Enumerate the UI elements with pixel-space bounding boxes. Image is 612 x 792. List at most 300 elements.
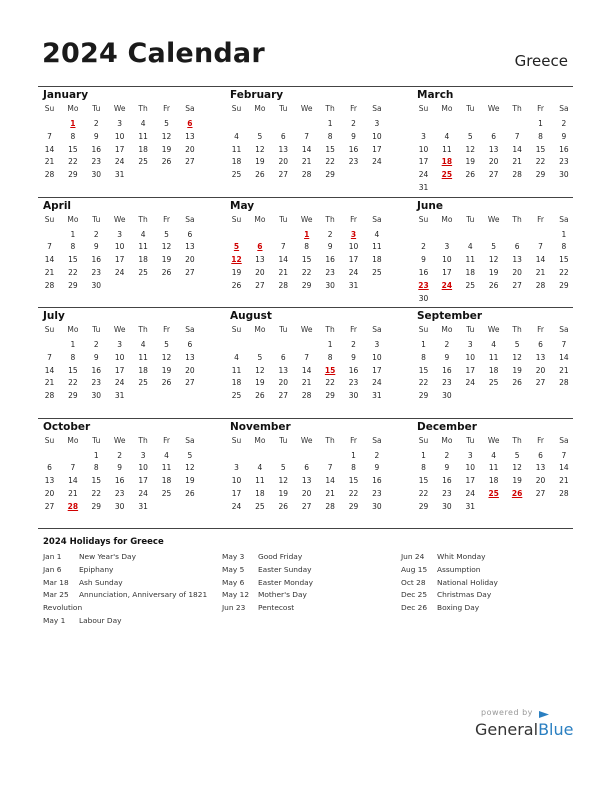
calendar-date: 22: [68, 157, 78, 167]
calendar-date: 6: [280, 131, 286, 141]
weekday-label: We: [113, 325, 126, 334]
weekday-label: Su: [231, 435, 242, 445]
weekday-label: Su: [44, 435, 55, 445]
weekday-label: We: [487, 325, 500, 334]
calendar-date: 9: [561, 131, 567, 141]
weekday-label: Mo: [441, 214, 453, 224]
calendar-date: 9: [444, 352, 450, 362]
calendar-date: 17: [138, 476, 148, 486]
calendar-date: 28: [559, 378, 569, 388]
calendar-date: 18: [161, 476, 172, 486]
calendar-date: 6: [280, 352, 286, 362]
calendar-date: 5: [164, 340, 169, 349]
calendar-date: 29: [325, 170, 335, 180]
month-name: February: [230, 89, 284, 101]
weekday-label: Mo: [441, 435, 453, 445]
calendar-date: 29: [68, 280, 78, 290]
weekday-label: Fr: [350, 435, 357, 445]
holiday-name: Easter Monday: [258, 577, 314, 587]
calendar-date: 18: [372, 255, 382, 265]
page-title: 2024 Calendar: [42, 38, 265, 69]
calendar-date: 11: [442, 144, 452, 154]
calendar-date: 21: [44, 267, 55, 277]
calendar-date: 11: [488, 352, 499, 362]
calendar-date: 22: [325, 157, 335, 167]
weekday-label: We: [300, 435, 313, 445]
month-name: October: [43, 420, 91, 433]
holiday-name: Assumption: [437, 564, 481, 574]
calendar-date: 23: [325, 267, 335, 277]
calendar-date: 27: [488, 170, 499, 180]
calendar-date: 26: [161, 267, 172, 277]
weekday-label: We: [300, 104, 313, 113]
calendar-date: 30: [91, 280, 102, 290]
calendar-date: 16: [442, 365, 452, 375]
calendar-date: 20: [278, 378, 289, 388]
brand-name: [475, 720, 573, 739]
calendar-date: 21: [559, 476, 569, 486]
weekday-label: Tu: [279, 435, 288, 445]
calendar-date: 23: [114, 488, 125, 498]
calendar-date: 16: [372, 476, 382, 486]
calendar-date: 10: [465, 463, 476, 473]
calendar-date: 23: [372, 488, 382, 498]
calendar-date: 3: [374, 340, 380, 349]
calendar-date: 28: [559, 488, 569, 498]
calendar-date: 8: [70, 131, 76, 141]
weekday-label: Th: [325, 214, 335, 224]
calendar-date: 29: [348, 501, 359, 511]
calendar-date: 24: [138, 488, 148, 498]
calendar-date: 19: [512, 365, 522, 375]
calendar-date: 18: [138, 365, 148, 375]
calendar-date: 16: [114, 476, 125, 486]
calendar-date: 9: [351, 352, 356, 362]
weekday-label: Tu: [279, 325, 288, 334]
weekday-label: We: [487, 214, 500, 224]
calendar-date: 10: [231, 476, 242, 486]
holiday-date-label: Mar 25: [43, 590, 69, 600]
calendar-date: 1: [327, 340, 333, 349]
calendar-date: 26: [231, 280, 242, 290]
weekday-label: Mo: [67, 325, 79, 334]
calendar-date: 10: [372, 352, 382, 362]
holiday-date: 1: [70, 119, 76, 128]
calendar-date: 3: [444, 242, 450, 252]
calendar-date: 15: [91, 476, 102, 486]
holiday-date-label: May 6: [222, 577, 245, 587]
calendar-date: 29: [68, 391, 78, 401]
weekday-label: Tu: [279, 214, 288, 224]
calendar-date: 25: [138, 267, 148, 277]
calendar-date: 4: [491, 450, 497, 460]
calendar-date: 8: [93, 463, 99, 473]
calendar-date: 28: [535, 280, 546, 290]
calendar-date: 15: [418, 365, 429, 375]
calendar-date: 18: [488, 476, 499, 486]
calendar-date: 7: [70, 463, 76, 473]
holiday-date-label: May 1: [43, 615, 66, 625]
calendar-date: 12: [278, 476, 289, 486]
calendar-date: 18: [138, 144, 148, 154]
holiday-date-label: Jun 24: [401, 552, 425, 561]
calendar-date: 17: [231, 488, 242, 498]
calendar-date: 20: [185, 144, 195, 154]
calendar-date: 13: [255, 255, 265, 265]
calendar-date: 6: [491, 131, 497, 141]
calendar-date: 14: [325, 476, 335, 486]
calendar-date: 21: [301, 157, 312, 167]
calendar-date: 8: [327, 131, 333, 141]
holiday-date: 24: [441, 280, 453, 290]
holiday-name: Pentecost: [258, 603, 295, 613]
calendar-date: 13: [488, 144, 499, 154]
weekday-label: We: [113, 435, 126, 445]
holiday-name: Christmas Day: [437, 590, 492, 600]
month-name: April: [43, 199, 72, 212]
calendar-date: 3: [117, 340, 123, 349]
calendar-date: 19: [255, 157, 265, 167]
calendar-date: 25: [138, 378, 148, 388]
calendar-date: 2: [561, 119, 567, 128]
calendar-date: 9: [93, 242, 99, 252]
calendar-date: 3: [421, 131, 426, 141]
calendar-date: 19: [255, 378, 265, 388]
weekday-label: We: [487, 435, 500, 445]
calendar-date: 30: [559, 170, 569, 180]
calendar-date: 29: [68, 170, 78, 180]
calendar-date: 4: [467, 242, 473, 252]
calendar-date: 2: [351, 119, 356, 128]
calendar-date: 27: [255, 280, 265, 290]
calendar-date: 30: [325, 280, 335, 290]
weekday-label: Sa: [185, 104, 195, 113]
calendar-date: 14: [535, 255, 546, 265]
calendar-date: 1: [70, 340, 76, 349]
calendar-date: 13: [278, 144, 289, 154]
calendar-date: 11: [138, 131, 148, 141]
calendar-date: 2: [117, 450, 123, 460]
calendar-date: 26: [255, 391, 265, 401]
calendar-date: 17: [442, 267, 452, 277]
weekday-label: Sa: [185, 214, 195, 224]
weekday-label: Sa: [559, 214, 569, 224]
calendar-date: 22: [418, 488, 429, 498]
weekday-label: Su: [418, 325, 429, 334]
weekday-label: Th: [512, 325, 522, 334]
calendar-date: 15: [68, 255, 78, 265]
holiday-date-label: Dec 26: [401, 603, 428, 613]
calendar-date: 21: [535, 267, 546, 277]
weekday-label: Fr: [350, 104, 357, 113]
calendar-date: 11: [255, 476, 265, 486]
calendar-date: 23: [348, 157, 359, 167]
calendar-date: 14: [559, 463, 569, 473]
calendar-date: 17: [465, 365, 476, 375]
month-name: December: [417, 420, 477, 433]
calendar-date: 9: [327, 242, 333, 252]
calendar-date: 18: [231, 378, 242, 388]
weekday-label: We: [113, 214, 126, 224]
calendar-date: 17: [114, 365, 125, 375]
calendar-date: 28: [301, 170, 312, 180]
holiday-name: Epiphany: [79, 564, 114, 574]
calendar-date: 23: [348, 378, 359, 388]
calendar-date: 27: [44, 501, 55, 511]
calendar-date: 9: [421, 255, 426, 265]
calendar-date: 3: [467, 340, 473, 349]
calendar-date: 19: [231, 267, 242, 277]
calendar-date: 29: [301, 280, 312, 290]
calendar-date: 24: [114, 157, 125, 167]
holiday-date-label: Jan 6: [43, 564, 62, 574]
calendar-date: 20: [278, 157, 289, 167]
holiday-date-label: May 12: [222, 590, 250, 600]
calendar-date: 27: [185, 378, 195, 388]
calendar-date: 25: [465, 280, 476, 290]
calendar-date: 13: [535, 352, 546, 362]
calendar-date: 13: [301, 476, 312, 486]
calendar-date: 3: [140, 450, 146, 460]
calendar-date: 7: [280, 242, 286, 252]
weekday-label: Fr: [350, 214, 357, 224]
holiday-name: Labour Day: [79, 615, 122, 625]
calendar-date: 4: [234, 352, 239, 362]
calendar-date: 27: [185, 267, 195, 277]
calendar-date: 6: [538, 340, 543, 349]
weekday-label: Th: [138, 214, 148, 224]
calendar-date: 21: [325, 488, 335, 498]
calendar-date: 6: [187, 340, 193, 349]
holiday-name: National Holiday: [437, 577, 498, 587]
holiday-name: Mother's Day: [258, 590, 307, 600]
calendar-date: 21: [559, 365, 569, 375]
calendar-date: 8: [538, 131, 543, 141]
calendar-date: 28: [278, 280, 289, 290]
calendar-date: 24: [348, 267, 359, 277]
month-name: November: [230, 420, 291, 433]
weekday-label: Fr: [537, 325, 544, 334]
calendar-date: 8: [561, 242, 567, 252]
weekday-label: Sa: [372, 435, 382, 445]
weekday-label: Tu: [466, 214, 475, 224]
calendar-date: 30: [114, 501, 125, 511]
calendar-date: 10: [348, 242, 359, 252]
calendar-date: 8: [70, 242, 76, 252]
calendar-grid: [38, 86, 573, 529]
calendar-date: 18: [255, 488, 265, 498]
calendar-date: 4: [491, 340, 497, 349]
weekday-label: Sa: [185, 325, 195, 334]
calendar-date: 24: [418, 170, 429, 180]
weekday-label: Th: [138, 435, 148, 445]
calendar-date: 7: [47, 352, 52, 362]
calendar-date: 31: [418, 183, 429, 192]
calendar-date: 16: [91, 144, 102, 154]
calendar-date: 10: [114, 352, 125, 362]
calendar-date: 24: [372, 378, 382, 388]
calendar-date: 7: [561, 340, 567, 349]
weekday-label: Tu: [92, 104, 101, 113]
calendar-date: 2: [93, 340, 99, 349]
calendar-date: 2: [374, 450, 380, 460]
calendar-date: 2: [421, 242, 426, 252]
month-name: March: [417, 89, 454, 101]
calendar-date: 17: [372, 365, 382, 375]
holiday-date: 1: [304, 229, 310, 239]
calendar-date: 5: [467, 131, 473, 141]
calendar-date: 16: [91, 365, 102, 375]
weekday-label: Su: [44, 104, 55, 113]
calendar-date: 19: [488, 267, 499, 277]
calendar-date: 12: [255, 365, 265, 375]
calendar-date: 24: [465, 378, 476, 388]
calendar-date: 14: [512, 144, 522, 154]
calendar-date: 4: [257, 463, 263, 473]
month-name: January: [43, 89, 89, 101]
calendar-date: 3: [374, 119, 380, 128]
calendar-date: 16: [325, 255, 335, 265]
calendar-date: 5: [257, 131, 263, 141]
month-name: June: [417, 199, 443, 212]
calendar-date: 13: [185, 131, 195, 141]
weekday-label: Fr: [350, 325, 357, 334]
weekday-label: Th: [325, 435, 335, 445]
calendar-date: 17: [348, 255, 359, 265]
calendar-date: 28: [512, 170, 522, 180]
calendar-date: 2: [351, 340, 356, 349]
weekday-label: Su: [418, 214, 429, 224]
calendar-date: 30: [442, 501, 452, 511]
calendar-date: 13: [185, 242, 195, 252]
calendar-date: 23: [442, 378, 452, 388]
weekday-label: Th: [512, 435, 522, 445]
calendar-date: 15: [68, 365, 78, 375]
calendar-date: 13: [535, 463, 546, 473]
weekday-label: Fr: [163, 435, 170, 445]
calendar-date: 17: [114, 255, 125, 265]
calendar-date: 7: [327, 463, 333, 473]
calendar-date: 21: [301, 378, 312, 388]
calendar-date: 21: [512, 157, 522, 167]
calendar-date: 12: [161, 131, 172, 141]
weekday-label: Th: [512, 104, 522, 113]
calendar-date: 5: [280, 463, 286, 473]
calendar-date: 20: [44, 488, 55, 498]
calendar-date: 7: [47, 242, 52, 252]
weekday-label: Fr: [163, 214, 170, 224]
calendar-date: 29: [91, 501, 102, 511]
weekday-label: Mo: [254, 214, 266, 224]
weekday-label: Mo: [441, 104, 453, 113]
holiday-date: 6: [257, 242, 263, 252]
weekday-label: Th: [325, 325, 335, 334]
flag-icon: [539, 711, 549, 718]
calendar-date: 20: [185, 365, 195, 375]
calendar-date: 19: [512, 476, 522, 486]
weekday-label: Mo: [254, 104, 266, 113]
calendar-date: 5: [514, 340, 520, 349]
calendar-date: 15: [325, 144, 335, 154]
calendar-date: 10: [372, 131, 382, 141]
holiday-date-label: Dec 25: [401, 590, 428, 600]
calendar-date: 16: [348, 144, 359, 154]
brand-general-text: General: [475, 720, 539, 739]
calendar-date: 30: [372, 501, 382, 511]
calendar-date: 12: [465, 144, 476, 154]
weekday-label: Mo: [67, 214, 79, 224]
weekday-label: Mo: [67, 104, 79, 113]
country-name: Greece: [514, 52, 568, 70]
month-name: May: [230, 199, 255, 212]
calendar-date: 19: [161, 255, 172, 265]
holiday-date-label: Oct 28: [401, 577, 426, 587]
calendar-date: 14: [301, 365, 312, 375]
calendar-date: 3: [117, 229, 123, 239]
quarter-row: [38, 418, 573, 530]
weekday-label: We: [300, 214, 313, 224]
calendar-date: 14: [278, 255, 289, 265]
calendar-date: 7: [561, 450, 567, 460]
calendar-date: 7: [304, 352, 310, 362]
calendar-date: 22: [68, 267, 78, 277]
calendar-date: 24: [372, 157, 382, 167]
calendar-date: 16: [348, 365, 359, 375]
calendar-date: 26: [161, 157, 172, 167]
calendar-date: 14: [301, 144, 312, 154]
calendar-date: 17: [114, 144, 125, 154]
calendar-date: 5: [164, 119, 169, 128]
calendar-date: 6: [514, 242, 520, 252]
calendar-date: 2: [327, 229, 333, 239]
weekday-label: We: [487, 104, 500, 113]
calendar-date: 2: [93, 119, 99, 128]
calendar-date: 11: [465, 255, 476, 265]
calendar-date: 7: [47, 131, 52, 141]
calendar-date: 20: [488, 157, 499, 167]
holiday-date: 15: [324, 365, 336, 375]
holiday-date: 18: [441, 157, 453, 167]
calendar-date: 22: [325, 378, 335, 388]
calendar-date: 23: [442, 488, 452, 498]
calendar-date: 21: [278, 267, 289, 277]
calendar-date: 6: [304, 463, 310, 473]
calendar-date: 25: [138, 157, 148, 167]
calendar-date: 9: [117, 463, 123, 473]
calendar-date: 17: [418, 157, 429, 167]
calendar-date: 11: [161, 463, 172, 473]
calendar-date: 5: [514, 450, 520, 460]
calendar-date: 8: [304, 242, 310, 252]
weekday-label: Th: [325, 104, 335, 113]
weekday-label: Tu: [92, 325, 101, 334]
weekday-label: Mo: [67, 435, 79, 445]
month-name: September: [417, 310, 483, 322]
calendar-date: 11: [138, 352, 148, 362]
calendar-date: 16: [559, 144, 569, 154]
calendar-date: 26: [465, 170, 476, 180]
calendar-date: 13: [278, 365, 289, 375]
calendar-date: 19: [465, 157, 476, 167]
calendar-date: 10: [418, 144, 429, 154]
calendar-date: 26: [488, 280, 499, 290]
calendar-date: 20: [535, 476, 546, 486]
calendar-date: 25: [231, 391, 242, 401]
weekday-label: Su: [418, 435, 429, 445]
calendar-date: 25: [372, 267, 382, 277]
holiday-date-label: Mar 18: [43, 577, 69, 587]
calendar-date: 19: [161, 365, 172, 375]
